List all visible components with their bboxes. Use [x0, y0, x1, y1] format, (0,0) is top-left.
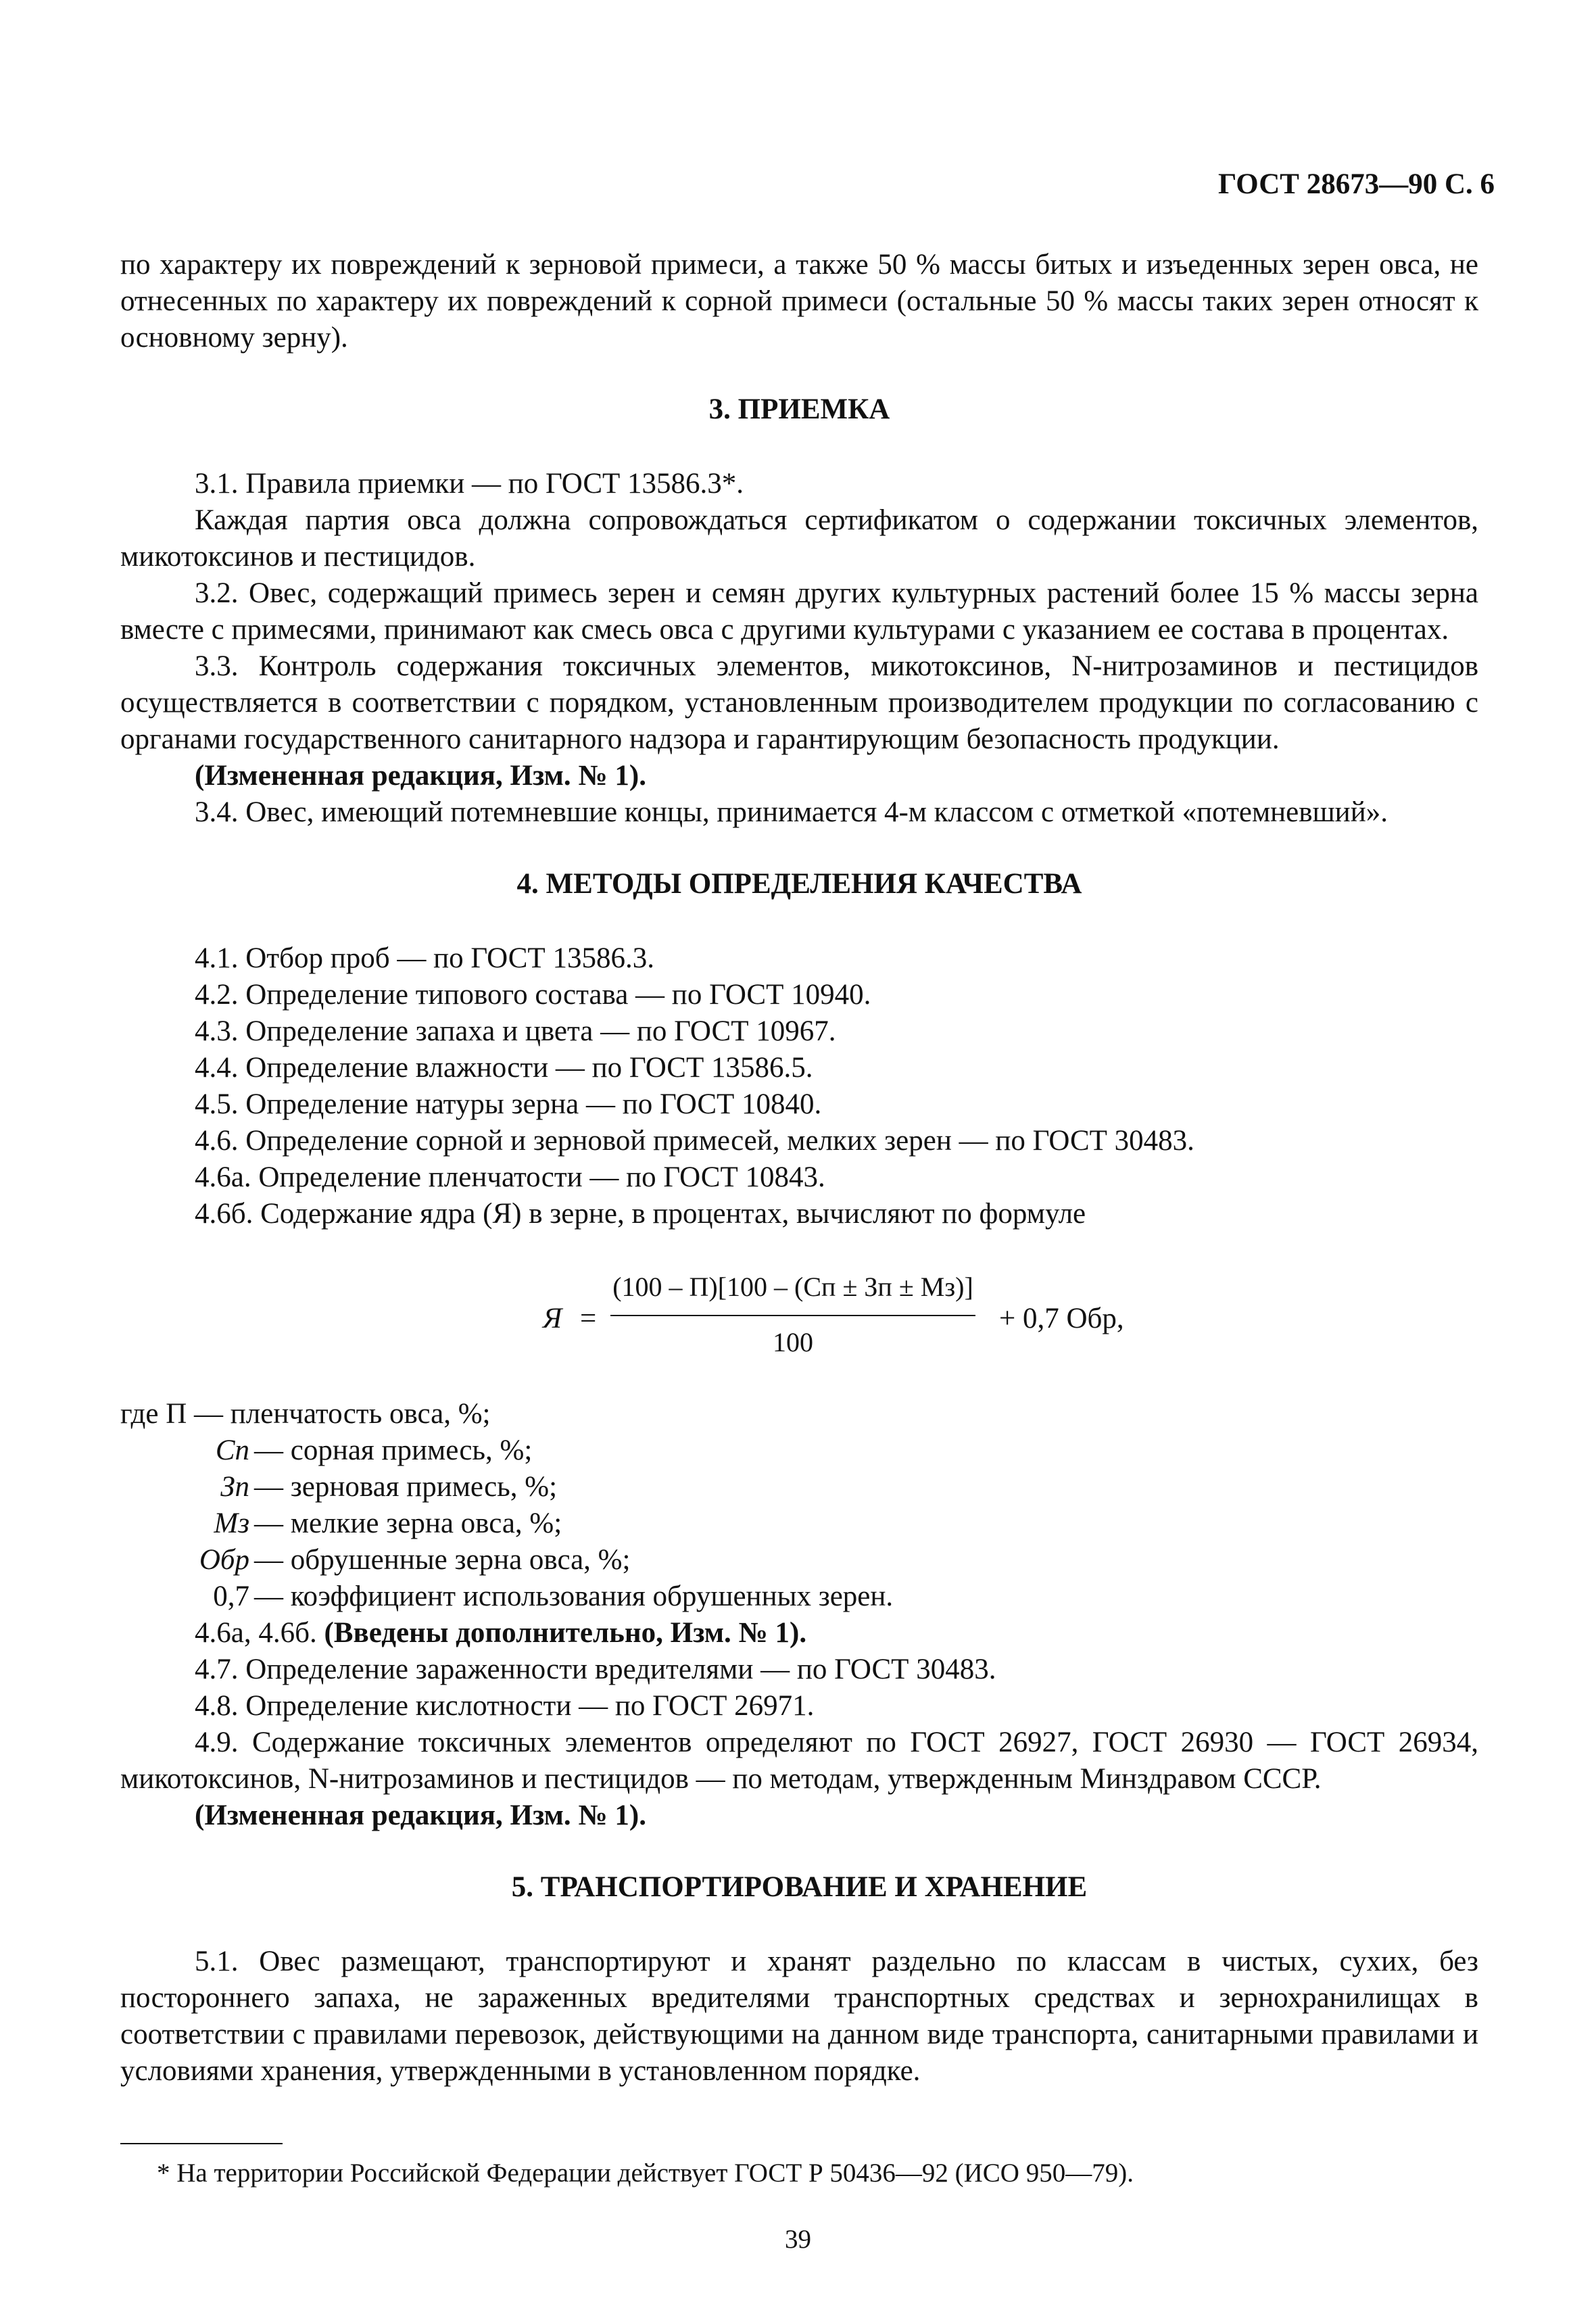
section-3-p4: 3.3. Контроль содержания токсичных элементов, микотоксинов, N-нитрозаминов и пестицидов осуществляется в соответствии с порядком, установленным производителем продукции по согласованию с органами государственного санитарного надзора и гарантирующим безопасность продукции.: [120, 650, 1478, 755]
fraction-bar: [610, 1315, 975, 1316]
formula-lhs: Я: [543, 1303, 562, 1334]
legend-row: [120, 1578, 1478, 1615]
section-3-p6: 3.4. Овес, имеющий потемневшие концы, принимается 4-м классом с отметкой «потемневший».: [195, 796, 1388, 828]
section-4-added-note: [120, 1615, 1478, 1651]
formula-legend: [120, 1396, 1478, 1615]
section-4-item: 4.3. Определение запаха и цвета — по ГОСТ 10967.: [195, 1015, 836, 1047]
footnote: * На территории Российской Федерации действует ГОСТ Р 50436—92 (ИСО 950—79).: [157, 2158, 1134, 2188]
legend-row: [120, 1542, 1478, 1578]
section-3-p1: 3.1. Правила приемки — по ГОСТ 13586.3*.: [195, 468, 744, 500]
section-4-item: 4.6б. Содержание ядра (Я) в зерне, в процентах, вычисляют по формуле: [195, 1198, 1086, 1230]
section-4-item: 4.6. Определение сорной и зерновой примесей, мелких зерен — по ГОСТ 30483.: [195, 1125, 1194, 1157]
section-3-title: 3. ПРИЕМКА: [708, 393, 890, 425]
legend-where-line: где П — пленчатость овса, %;: [120, 1398, 491, 1430]
intro-paragraph: по характеру их повреждений к зерновой примеси, а также 50 % массы битых и изъеденных зерен овса, не отнесенных по характеру их повреждений к сорной примеси (остальные 50 % массы таких зерен относят к основному зерну).: [120, 249, 1478, 354]
section-4-item: 4.1. Отбор проб — по ГОСТ 13586.3.: [195, 942, 654, 974]
legend-text: — зерновая примесь, %;: [254, 1471, 558, 1503]
kernel-content-formula: [120, 1258, 1478, 1386]
section-4-item: 4.7. Определение зараженности вредителями — по ГОСТ 30483.: [195, 1654, 996, 1685]
section-5-title: 5. ТРАНСПОРТИРОВАНИЕ И ХРАНЕНИЕ: [511, 1871, 1088, 1903]
legend-row: [120, 1469, 1478, 1505]
section-3-amendment-note: (Измененная редакция, Изм. № 1).: [195, 760, 646, 792]
formula-denominator: 100: [773, 1327, 813, 1357]
document-header: ГОСТ 28673—90 С. 6: [1217, 168, 1495, 200]
section-4-item: 4.2. Определение типового состава — по ГОСТ 10940.: [195, 979, 871, 1011]
legend-symbol: Обр: [199, 1544, 249, 1576]
page-number: 39: [785, 2225, 811, 2254]
formula-equals: =: [580, 1303, 597, 1334]
legend-symbol: Зп: [220, 1471, 249, 1503]
section-4-amendment-note: (Измененная редакция, Изм. № 1).: [195, 1800, 646, 1831]
section-3-p2: Каждая партия овса должна сопровождаться сертификатом о содержании токсичных элементов, микотоксинов и пестицидов.: [120, 504, 1478, 573]
note-bold: (Введены дополнительно, Изм. № 1).: [324, 1617, 807, 1649]
formula-numerator: (100 – П)[100 – (Сп ± Зп ± Мз)]: [612, 1272, 973, 1302]
section-4-item: 4.4. Определение влажности — по ГОСТ 13586.5.: [195, 1052, 813, 1084]
legend-symbol: Мз: [214, 1507, 249, 1539]
legend-text: — мелкие зерна овса, %;: [254, 1507, 562, 1539]
section-4-item: 4.5. Определение натуры зерна — по ГОСТ 10840.: [195, 1088, 822, 1120]
section-4-title: 4. МЕТОДЫ ОПРЕДЕЛЕНИЯ КАЧЕСТВА: [516, 868, 1082, 900]
legend-text: — сорная примесь, %;: [254, 1434, 533, 1466]
section-4-p49: 4.9. Содержание токсичных элементов определяют по ГОСТ 26927, ГОСТ 26930 — ГОСТ 26934, микотоксинов, N-нитрозаминов и пестицидов — по методам, утвержденным Минздравом СССР.: [120, 1727, 1478, 1795]
legend-row: [120, 1505, 1478, 1542]
document-body: [120, 247, 1478, 2090]
legend-symbol: 0,7: [213, 1581, 249, 1612]
footnote-divider: [120, 2143, 283, 2144]
legend-row: [120, 1432, 1478, 1469]
note-prefix: 4.6а, 4.6б.: [195, 1617, 317, 1649]
legend-symbol: Сп: [215, 1434, 249, 1466]
legend-text: — обрушенные зерна овса, %;: [254, 1544, 631, 1576]
section-4-item: 4.6а. Определение пленчатости — по ГОСТ 10843.: [195, 1161, 825, 1193]
section-3-p3: 3.2. Овес, содержащий примесь зерен и семян других культурных растений более 15 % массы зерна вместе с примесями, принимают как смесь овса с другими культурами с указанием ее состава в процентах.: [120, 577, 1478, 646]
section-5-p1: 5.1. Овес размещают, транспортируют и хранят раздельно по классам в чистых, сухих, без постороннего запаха, не зараженных вредителями транспортных средствах и зернохранилищах в соответствии с правилами перевозок, действующими на данном виде транспорта, санитарными правилами и условиями хранения, утвержденными в установленном порядке.: [120, 1946, 1478, 2087]
formula-tail: + 0,7 Обр,: [999, 1303, 1124, 1334]
legend-text: — коэффициент использования обрушенных зерен.: [254, 1581, 894, 1612]
section-4-item: 4.8. Определение кислотности — по ГОСТ 26971.: [195, 1690, 815, 1722]
